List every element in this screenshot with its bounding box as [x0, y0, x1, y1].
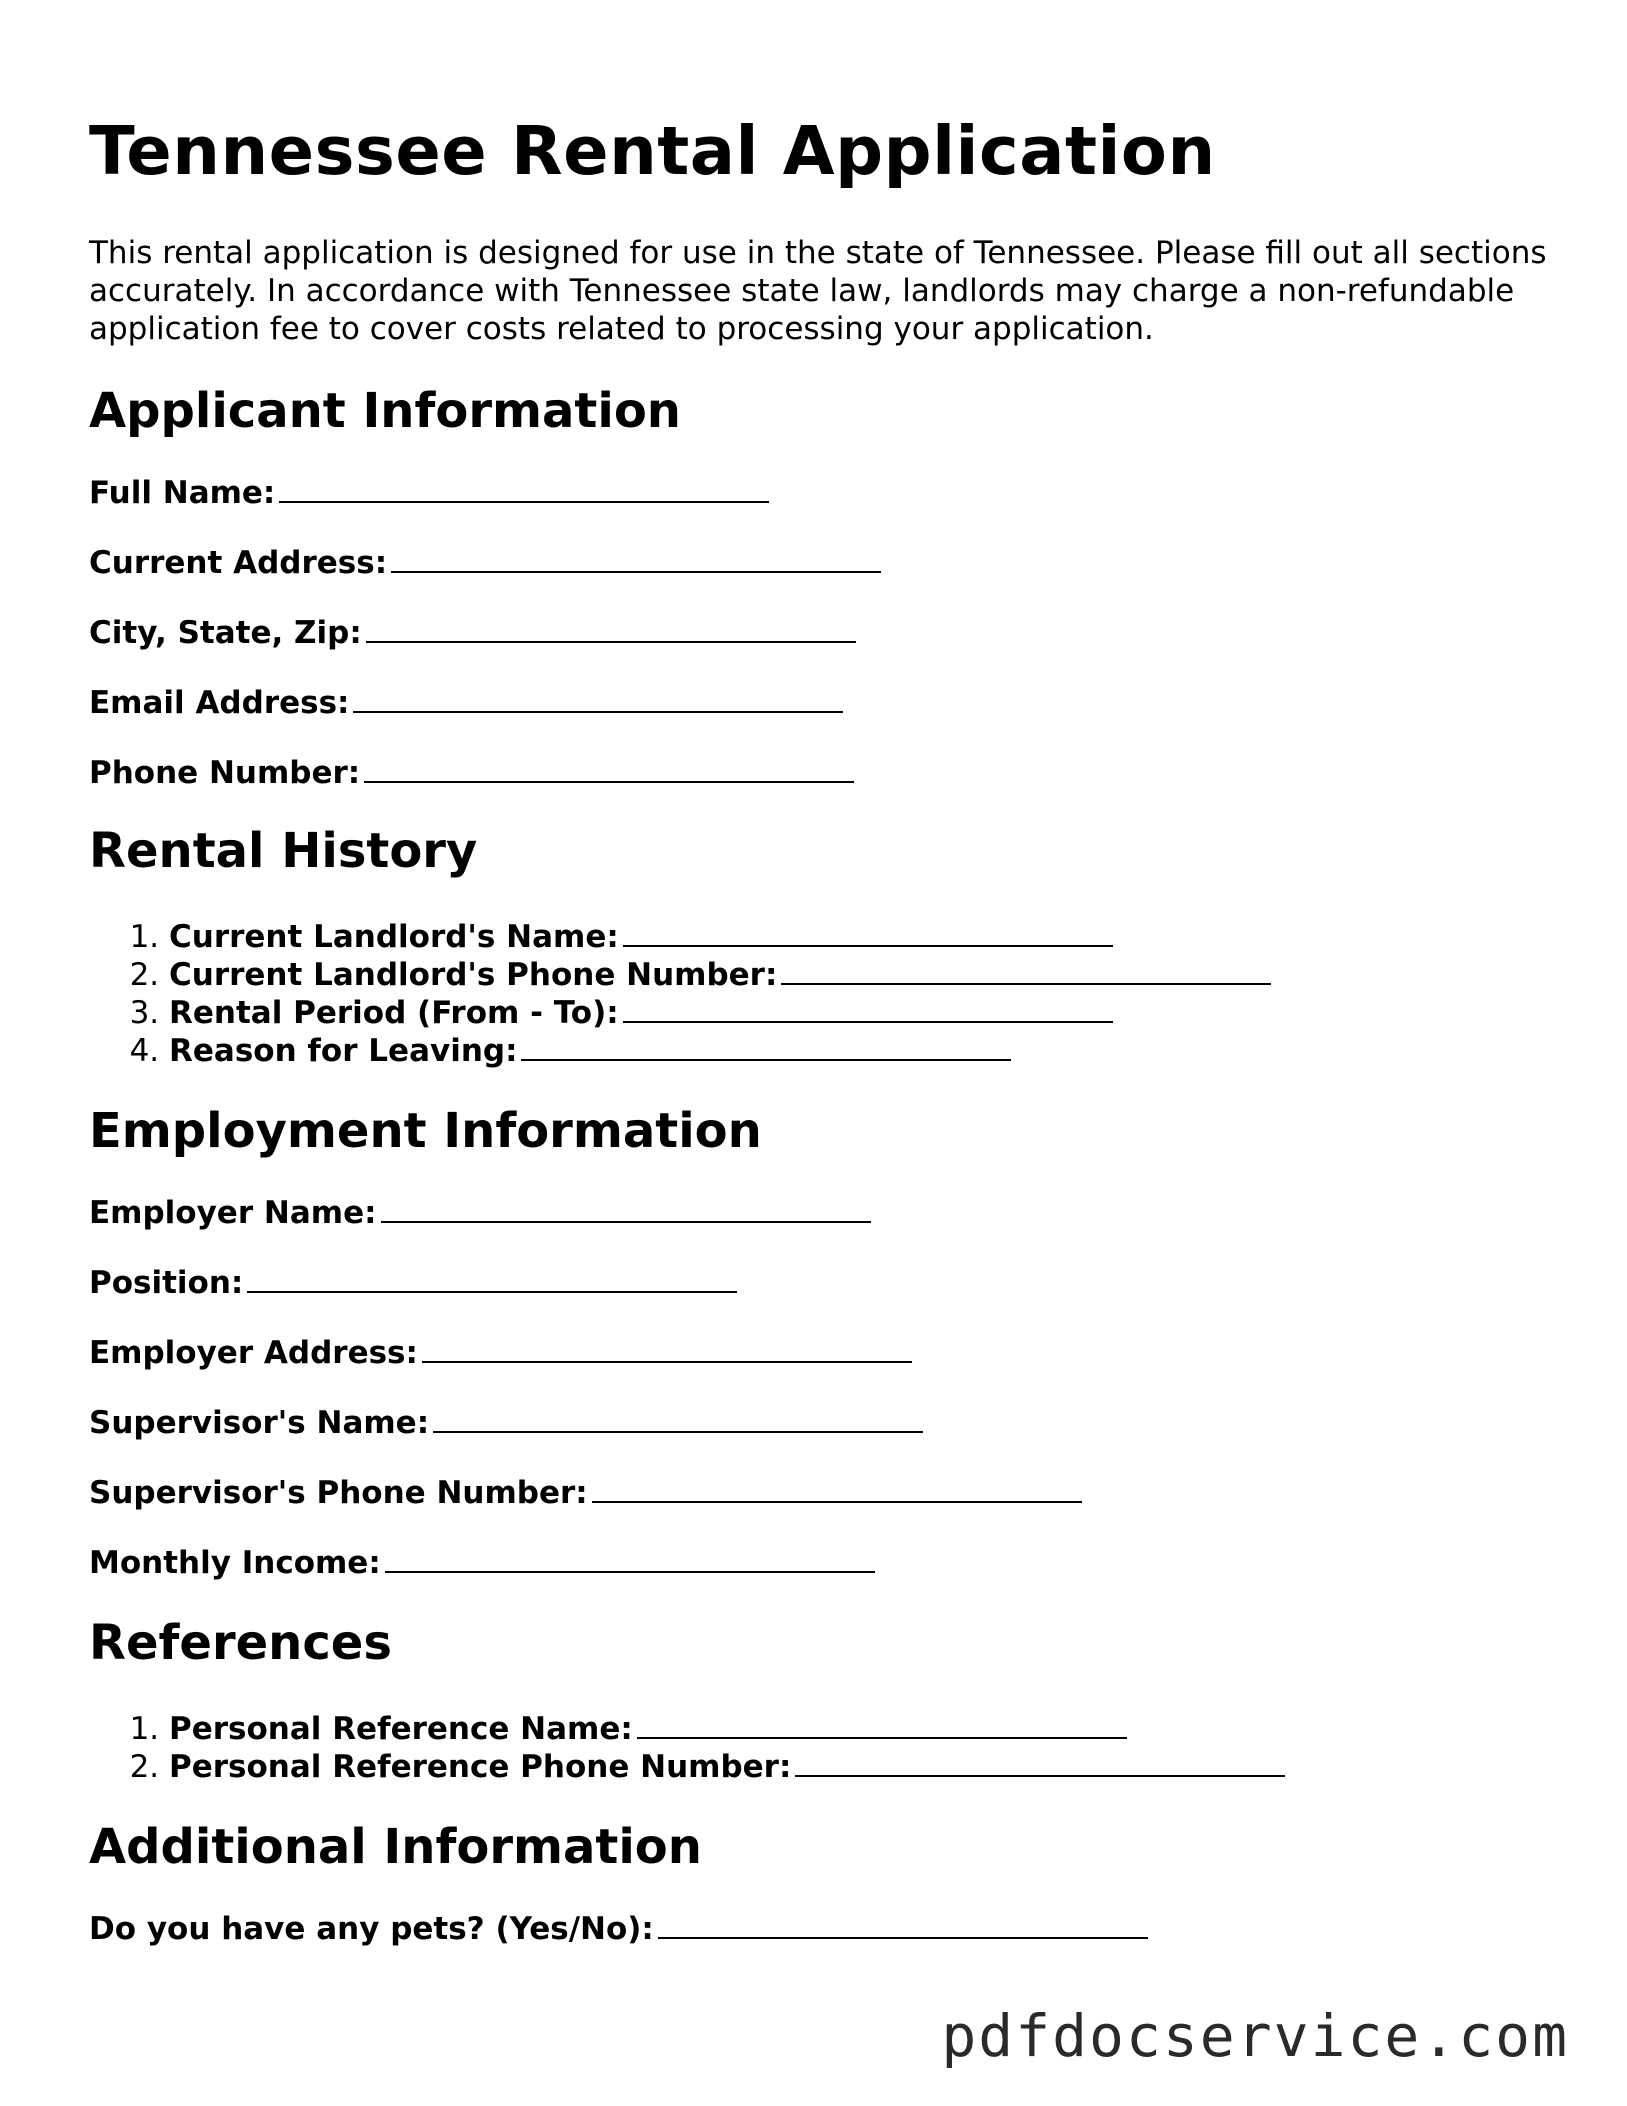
list-item — [169, 1748, 1549, 1786]
field-full-name — [89, 474, 1549, 512]
references-list — [89, 1710, 1549, 1786]
section-heading-applicant: Applicant Information — [89, 383, 681, 439]
field-label: Email Address: — [89, 685, 350, 721]
fill-in-blank[interactable] — [353, 685, 843, 713]
field-email — [89, 684, 1549, 722]
fill-in-blank[interactable] — [422, 1335, 912, 1363]
fill-in-blank[interactable] — [247, 1265, 737, 1293]
fill-in-blank[interactable] — [521, 1033, 1011, 1061]
field-employer-address — [89, 1334, 1549, 1372]
field-label: Position: — [89, 1265, 244, 1301]
field-label: Do you have any pets? (Yes/No): — [89, 1911, 654, 1947]
document-page — [89, 110, 1549, 1948]
field-monthly-income — [89, 1544, 1549, 1582]
field-label: Rental Period (From - To): — [169, 995, 619, 1031]
section-heading-employment: Employment Information — [89, 1103, 762, 1159]
field-label: Supervisor's Name: — [89, 1405, 430, 1441]
field-position — [89, 1264, 1549, 1302]
field-label: Supervisor's Phone Number: — [89, 1475, 588, 1511]
field-label: Current Landlord's Name: — [169, 919, 619, 955]
section-heading-additional: Additional Information — [89, 1819, 702, 1875]
field-label: Full Name: — [89, 475, 276, 511]
list-item — [169, 1032, 1549, 1070]
field-label: Monthly Income: — [89, 1545, 381, 1581]
section-heading-references: References — [89, 1615, 392, 1671]
fill-in-blank[interactable] — [279, 475, 769, 503]
fill-in-blank[interactable] — [592, 1475, 1082, 1503]
fill-in-blank[interactable] — [366, 615, 856, 643]
rental-history-list — [89, 918, 1549, 1070]
fill-in-blank[interactable] — [433, 1405, 923, 1433]
fill-in-blank[interactable] — [364, 755, 854, 783]
field-supervisor-phone — [89, 1474, 1549, 1512]
list-item — [169, 918, 1549, 956]
fill-in-blank[interactable] — [795, 1749, 1285, 1777]
fill-in-blank[interactable] — [391, 545, 881, 573]
field-label: Current Landlord's Phone Number: — [169, 957, 778, 993]
fill-in-blank[interactable] — [637, 1711, 1127, 1739]
fill-in-blank[interactable] — [623, 919, 1113, 947]
document-title: Tennessee Rental Application — [89, 112, 1216, 190]
field-current-address — [89, 544, 1549, 582]
section-heading-rental-history: Rental History — [89, 823, 478, 879]
list-item — [169, 956, 1549, 994]
fill-in-blank[interactable] — [385, 1545, 875, 1573]
watermark-text: pdfdocservice.com — [941, 2002, 1569, 2070]
field-city-state-zip — [89, 614, 1549, 652]
field-label: Employer Address: — [89, 1335, 418, 1371]
field-label: Personal Reference Name: — [169, 1711, 633, 1747]
fill-in-blank[interactable] — [781, 957, 1271, 985]
fill-in-blank[interactable] — [623, 995, 1113, 1023]
field-employer-name — [89, 1194, 1549, 1232]
fill-in-blank[interactable] — [381, 1195, 871, 1223]
list-item — [169, 994, 1549, 1032]
field-label: Employer Name: — [89, 1195, 377, 1231]
field-supervisor-name — [89, 1404, 1549, 1442]
list-item — [169, 1710, 1549, 1748]
field-label: Reason for Leaving: — [169, 1033, 518, 1069]
field-phone — [89, 754, 1549, 792]
field-label: Current Address: — [89, 545, 388, 581]
field-pets — [89, 1910, 1549, 1948]
intro-paragraph: This rental application is designed for use in the state of Tennessee. Please fill out all sections accurately. In accordance with Tennessee state law, landlords may charge a non-refundable application fee to cover costs related to processing your application. — [89, 235, 1547, 347]
field-label: Personal Reference Phone Number: — [169, 1749, 792, 1785]
fill-in-blank[interactable] — [658, 1911, 1148, 1939]
field-label: City, State, Zip: — [89, 615, 362, 651]
field-label: Phone Number: — [89, 755, 361, 791]
